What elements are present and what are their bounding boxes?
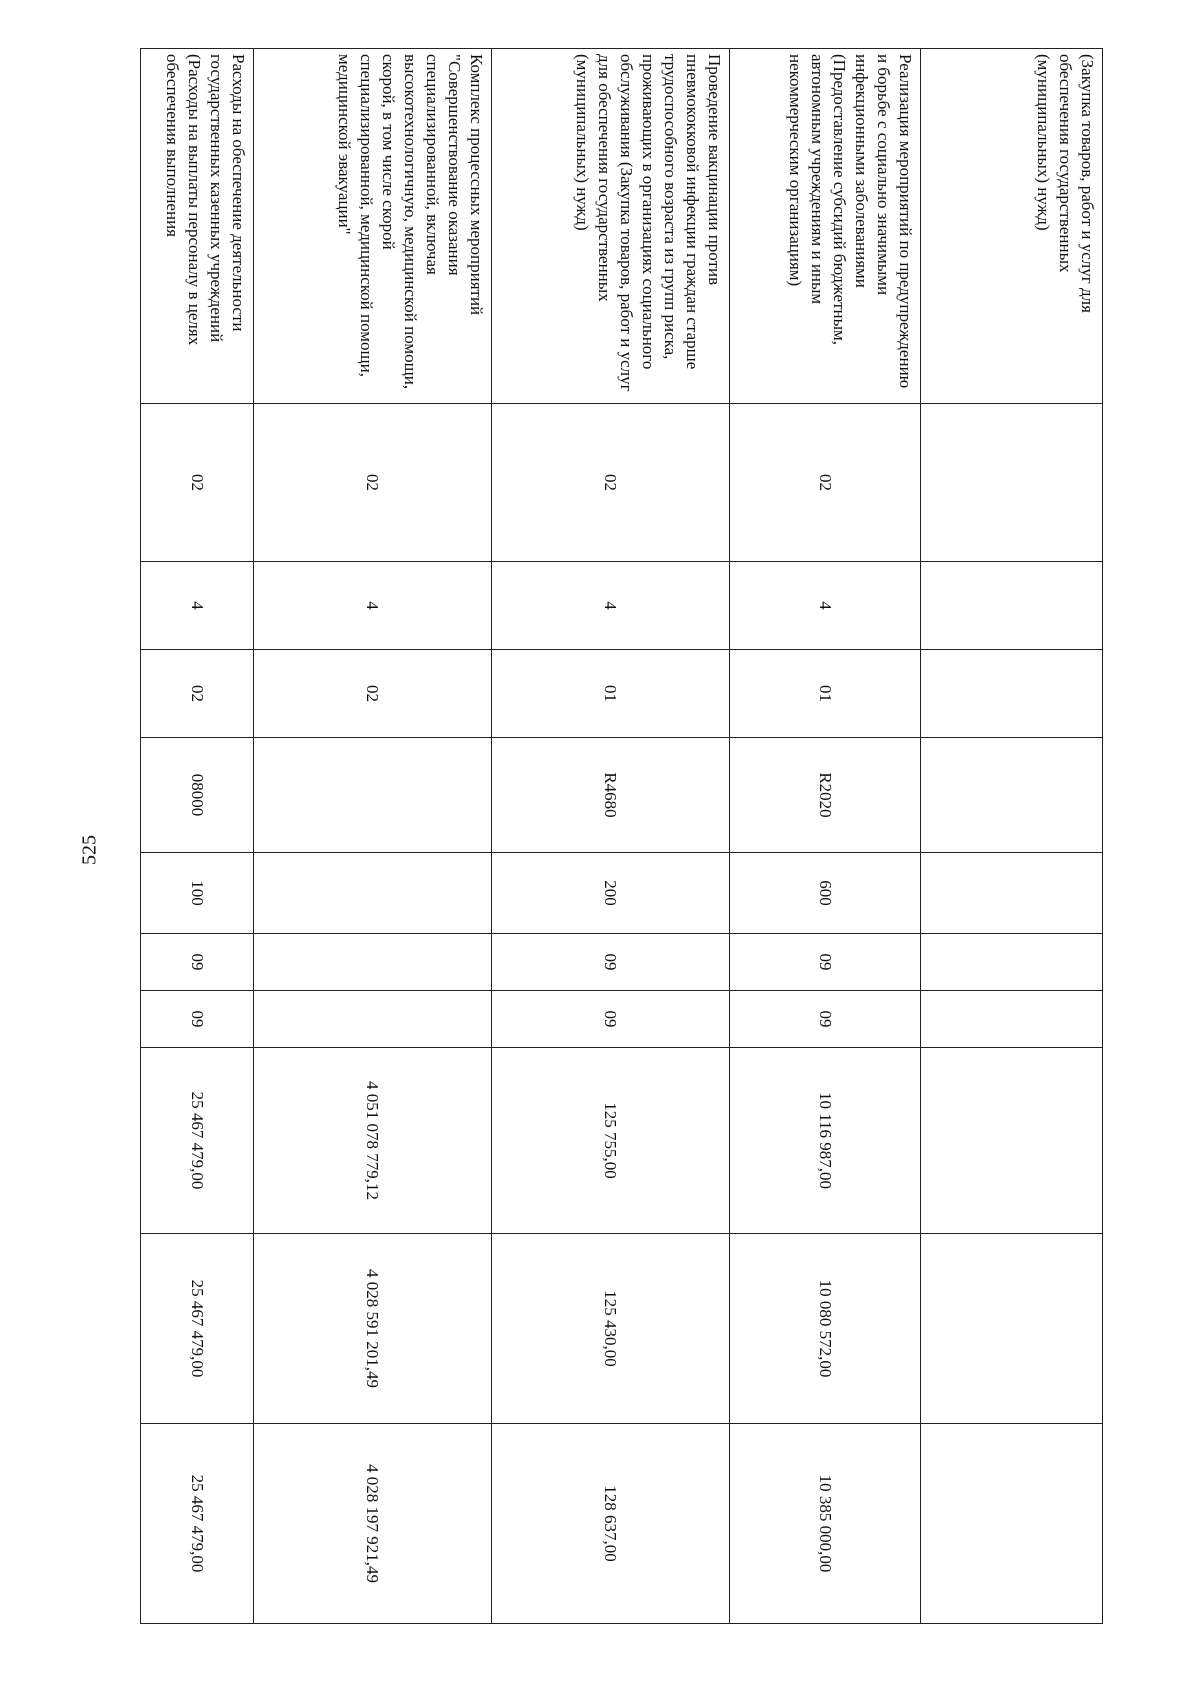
amount-cell: 125 755,00 xyxy=(492,1048,730,1234)
code-cell xyxy=(254,738,492,853)
code-cell xyxy=(921,853,1103,934)
code-cell: 02 xyxy=(141,404,254,562)
amount-cell: 125 430,00 xyxy=(492,1234,730,1424)
page-number-text: 525 xyxy=(78,835,101,865)
code-cell: 08000 xyxy=(141,738,254,853)
code-cell: 02 xyxy=(730,404,921,562)
code-cell: 4 xyxy=(730,562,921,650)
code-cell: 600 xyxy=(730,853,921,934)
code-cell: 4 xyxy=(254,562,492,650)
code-cell: 09 xyxy=(492,934,730,991)
row-name-cell: (Закупка товаров, работ и услуг для обеспечения государственных (муниципальных) нужд) xyxy=(921,49,1103,404)
amount-cell: 25 467 479,00 xyxy=(141,1234,254,1424)
code-cell xyxy=(921,934,1103,991)
row-name-cell: Расходы на обеспечение деятельности государственных казенных учреждений (Расходы на выплаты персоналу в целях обеспечения выполнения xyxy=(141,49,254,404)
table-row xyxy=(921,49,1103,1624)
page-number xyxy=(70,820,110,880)
code-cell xyxy=(921,991,1103,1048)
code-cell: 01 xyxy=(492,650,730,738)
code-cell: 4 xyxy=(141,562,254,650)
amount-cell: 4 051 078 779,12 xyxy=(254,1048,492,1234)
code-cell: 09 xyxy=(492,991,730,1048)
code-cell xyxy=(921,738,1103,853)
table-row xyxy=(730,49,921,1624)
code-cell: 100 xyxy=(141,853,254,934)
code-cell: 09 xyxy=(141,934,254,991)
amount-cell: 4 028 591 201,49 xyxy=(254,1234,492,1424)
amount-cell: 10 080 572,00 xyxy=(730,1234,921,1424)
amount-cell: 25 467 479,00 xyxy=(141,1048,254,1234)
amount-cell: 10 116 987,00 xyxy=(730,1048,921,1234)
amount-cell: 10 385 000,00 xyxy=(730,1424,921,1624)
code-cell: 09 xyxy=(141,991,254,1048)
code-cell xyxy=(254,934,492,991)
code-cell xyxy=(921,404,1103,562)
code-cell: 02 xyxy=(254,404,492,562)
table-row xyxy=(254,49,492,1624)
table-row xyxy=(141,49,254,1624)
code-cell: 09 xyxy=(730,934,921,991)
code-cell: R4680 xyxy=(492,738,730,853)
code-cell xyxy=(921,650,1103,738)
code-cell xyxy=(254,853,492,934)
code-cell: 02 xyxy=(492,404,730,562)
row-name-cell: Проведение вакцинации против пневмококковой инфекции граждан старше трудоспособного возраста из групп риска, проживающих в организациях социального обслуживания (Закупка товаров, работ и услуг для обеспечения государственных (муниципальных) нужд) xyxy=(492,49,730,404)
amount-cell: 4 028 197 921,49 xyxy=(254,1424,492,1624)
code-cell: 4 xyxy=(492,562,730,650)
amount-cell xyxy=(921,1424,1103,1624)
amount-cell: 128 637,00 xyxy=(492,1424,730,1624)
code-cell xyxy=(254,991,492,1048)
amount-cell: 25 467 479,00 xyxy=(141,1424,254,1624)
code-cell: 200 xyxy=(492,853,730,934)
row-name-cell: Комплекс процессных мероприятий "Совершенствование оказания специализированной, включая высокотехнологичную, медицинской помощи, скорой, в том числе скорой специализированной, медицинской помощи, медицинской эвакуации" xyxy=(254,49,492,404)
code-cell: 02 xyxy=(254,650,492,738)
code-cell: 02 xyxy=(141,650,254,738)
code-cell: 09 xyxy=(730,991,921,1048)
code-cell xyxy=(921,562,1103,650)
table-row xyxy=(492,49,730,1624)
budget-table xyxy=(140,48,1103,1624)
budget-table-rotated xyxy=(141,48,1103,1623)
row-name-cell: Реализация мероприятий по предупреждению и борьбе с социально значимыми инфекционными заболеваниями (Предоставление субсидий бюджетным, автономным учреждениям и иным некоммерческим организациям) xyxy=(730,49,921,404)
code-cell: 01 xyxy=(730,650,921,738)
code-cell: R2020 xyxy=(730,738,921,853)
amount-cell xyxy=(921,1048,1103,1234)
amount-cell xyxy=(921,1234,1103,1424)
